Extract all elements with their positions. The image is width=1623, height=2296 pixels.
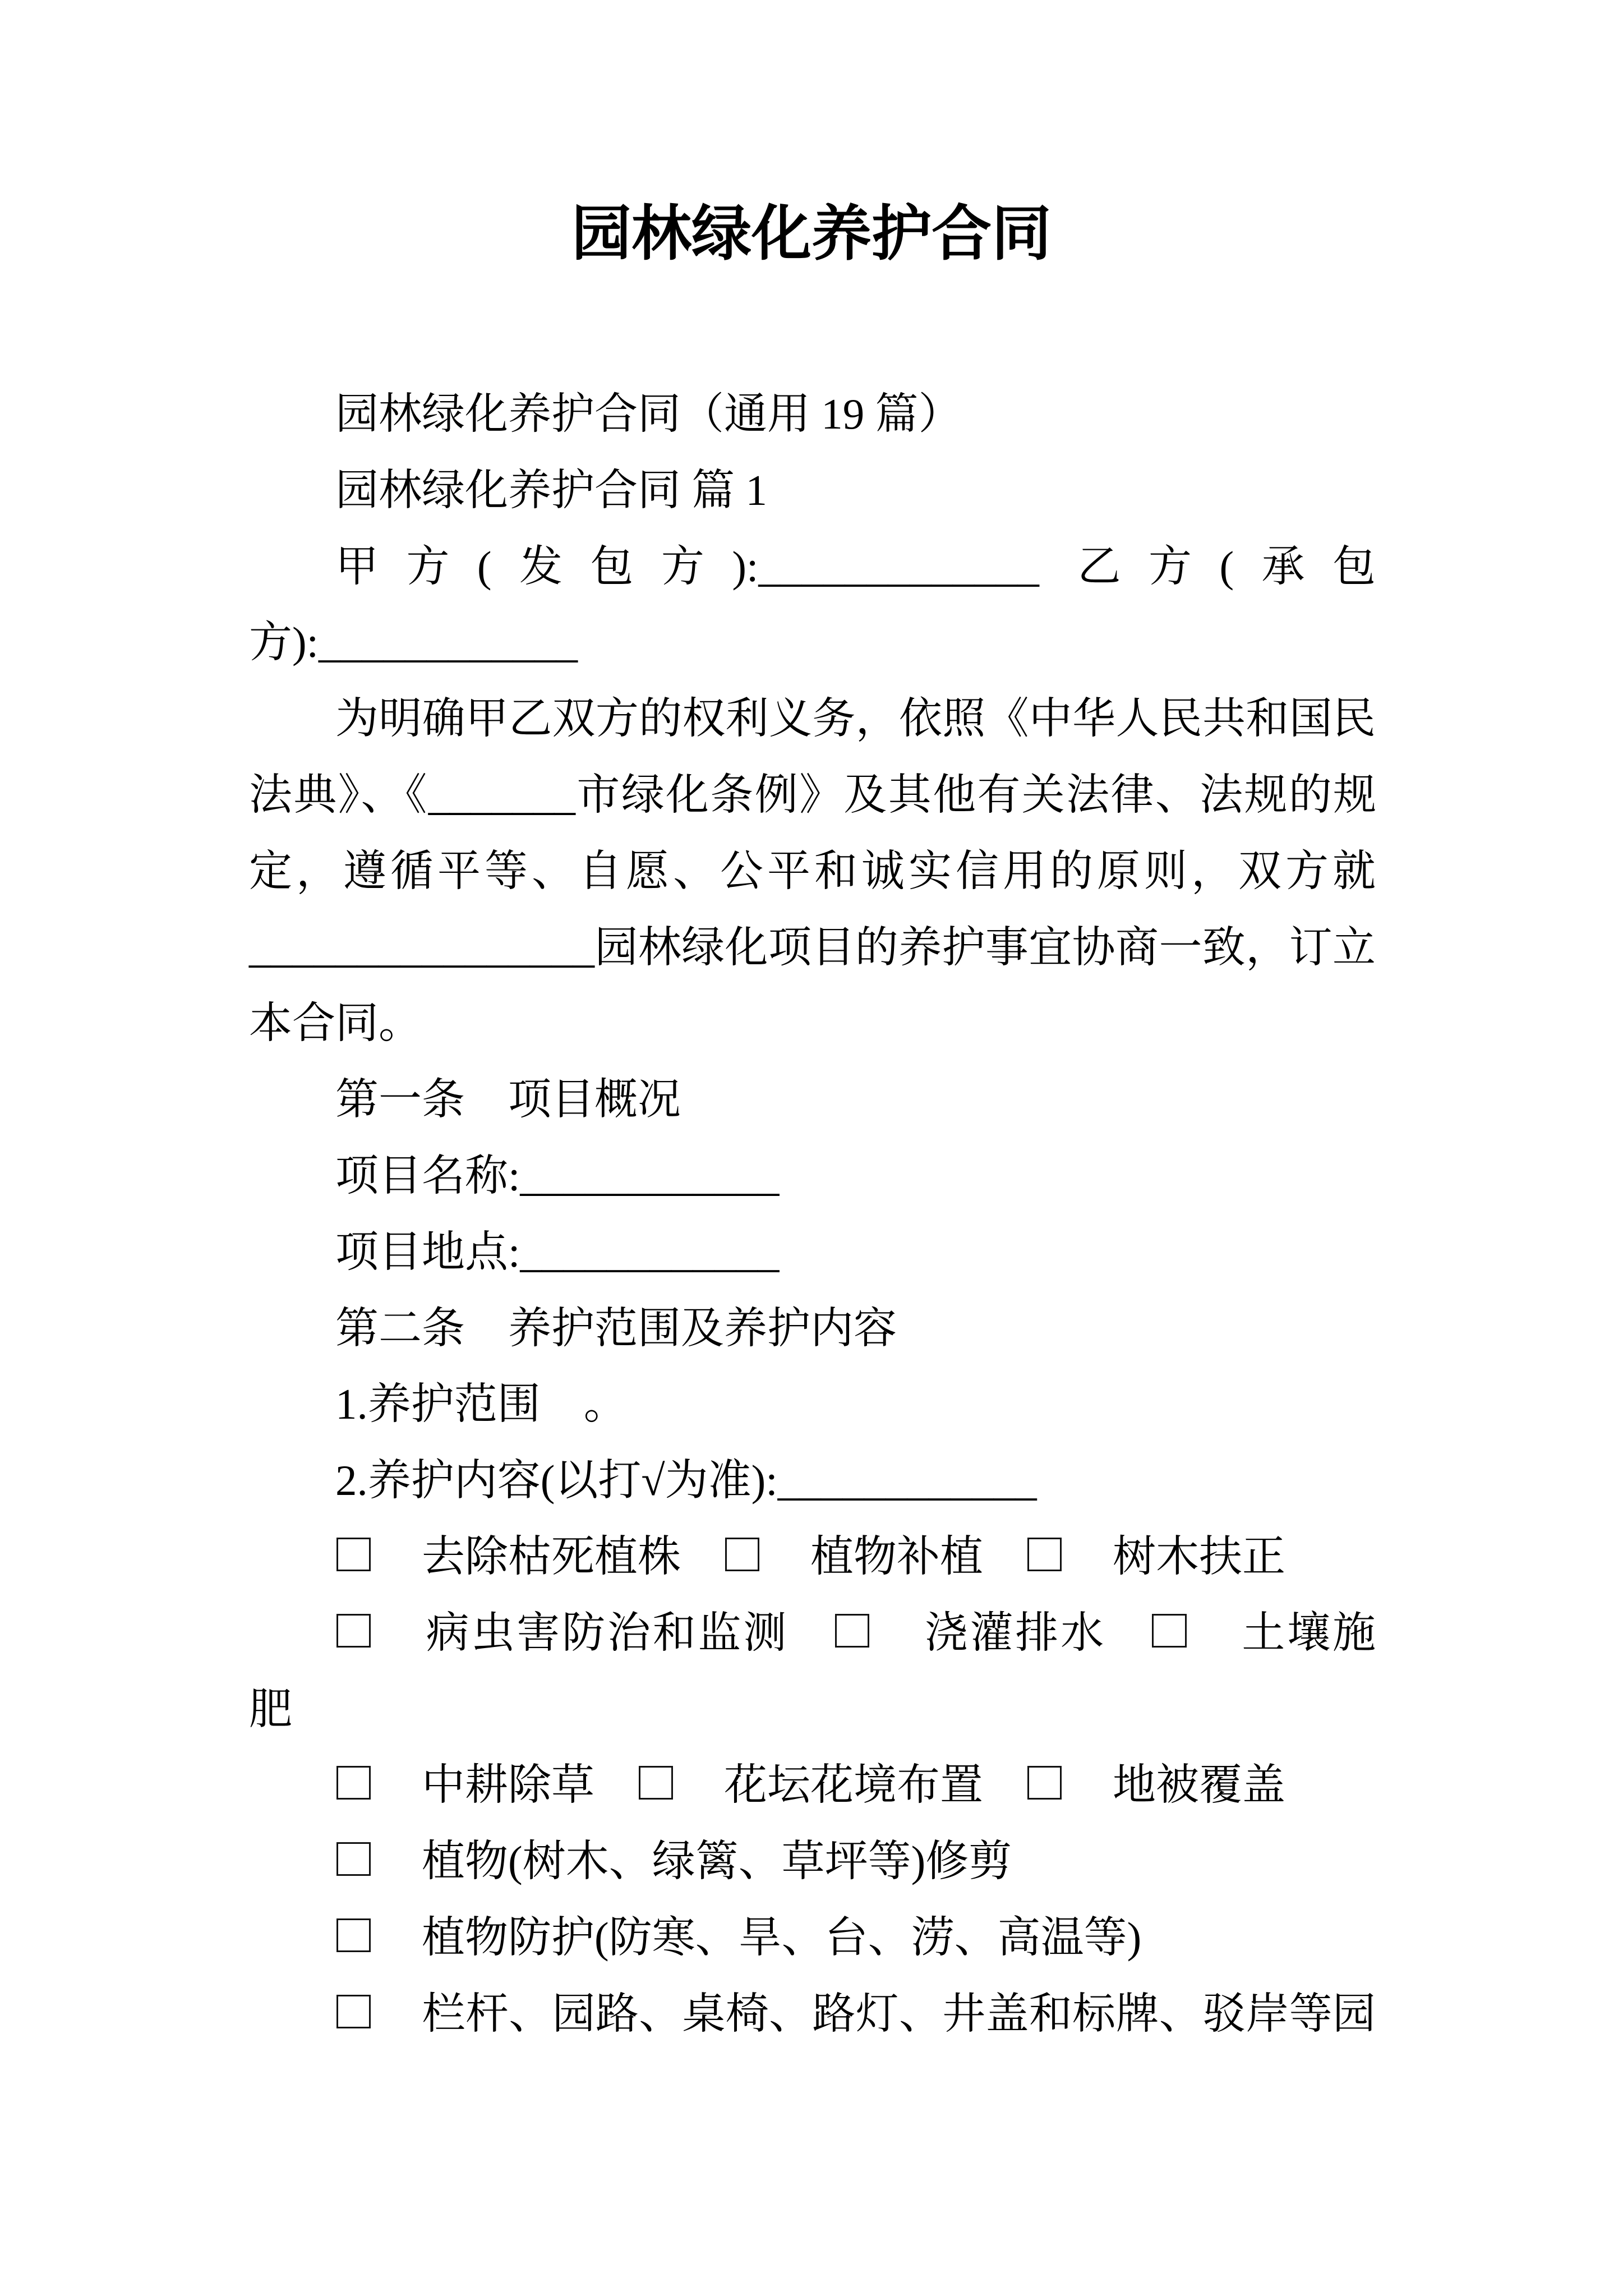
collection-heading: 园林绿化养护合同（通用 19 篇）	[335, 390, 962, 438]
preamble-line: 为明确甲乙双方的权利义务，依照《中华人民共和国民	[335, 694, 1376, 743]
article-heading: 第一条 项目概况	[335, 1075, 681, 1124]
checkbox-icon	[1151, 1609, 1195, 1653]
project-location-field: 项目地点:____________	[335, 1227, 780, 1276]
option-row: 中耕除草 花坛花境布置 地被覆盖	[249, 1747, 1376, 1824]
preamble-line: 法典》、《_______市绿化条例》及其他有关法律、法规的规	[249, 770, 1376, 819]
option-row: 栏杆、园路、桌椅、路灯、井盖和标牌、驳岸等园	[249, 1976, 1376, 2053]
checkbox-icon	[335, 1914, 379, 1957]
article-heading: 第二条 养护范围及养护内容	[335, 1304, 897, 1352]
maintenance-scope: 1.养护范围 。	[335, 1380, 627, 1429]
option-row: 病虫害防治和监测 浇灌排水 土壤施	[249, 1595, 1376, 1672]
checkbox-icon	[335, 1533, 379, 1576]
piece-heading: 园林绿化养护合同 篇 1	[335, 466, 767, 514]
maintenance-content: 2.养护内容(以打√为准):____________	[335, 1456, 1037, 1505]
checkbox-icon	[638, 1762, 681, 1805]
option-row: 植物防护(防寒、旱、台、涝、高温等)	[249, 1900, 1376, 1976]
preamble-paragraph	[249, 681, 1376, 1062]
document-body	[249, 376, 1376, 2053]
parties-line: 甲方(发包方):_____________ 乙方(承包	[335, 542, 1376, 591]
parties-paragraph	[249, 529, 1376, 682]
checkbox-icon	[335, 1990, 379, 2033]
checkbox-icon	[1026, 1533, 1069, 1576]
checkbox-icon	[335, 1762, 379, 1805]
option-row: 肥	[249, 1685, 292, 1733]
project-name-field: 项目名称:____________	[335, 1151, 780, 1200]
preamble-line: 定，遵循平等、自愿、公平和诚实信用的原则，双方就	[249, 846, 1376, 895]
preamble-line: 本合同。	[249, 999, 422, 1048]
preamble-line: ________________园林绿化项目的养护事宜协商一致，订立	[249, 923, 1376, 972]
checkbox-icon	[1026, 1762, 1069, 1805]
checkbox-icon	[834, 1609, 877, 1653]
checkbox-icon	[335, 1609, 379, 1653]
document-title: 园林绿化养护合同	[571, 201, 1052, 268]
article-1	[249, 1062, 1376, 1290]
option-row: 植物(树木、绿篱、草坪等)修剪	[249, 1824, 1376, 1900]
checkbox-icon	[335, 1838, 379, 1881]
checkbox-icon	[724, 1533, 767, 1576]
option-row: 去除枯死植株 植物补植 树木扶正	[249, 1519, 1376, 1595]
parties-line: 方):____________	[249, 618, 578, 667]
article-2	[249, 1291, 1376, 2053]
maintenance-options	[249, 1519, 1376, 2053]
